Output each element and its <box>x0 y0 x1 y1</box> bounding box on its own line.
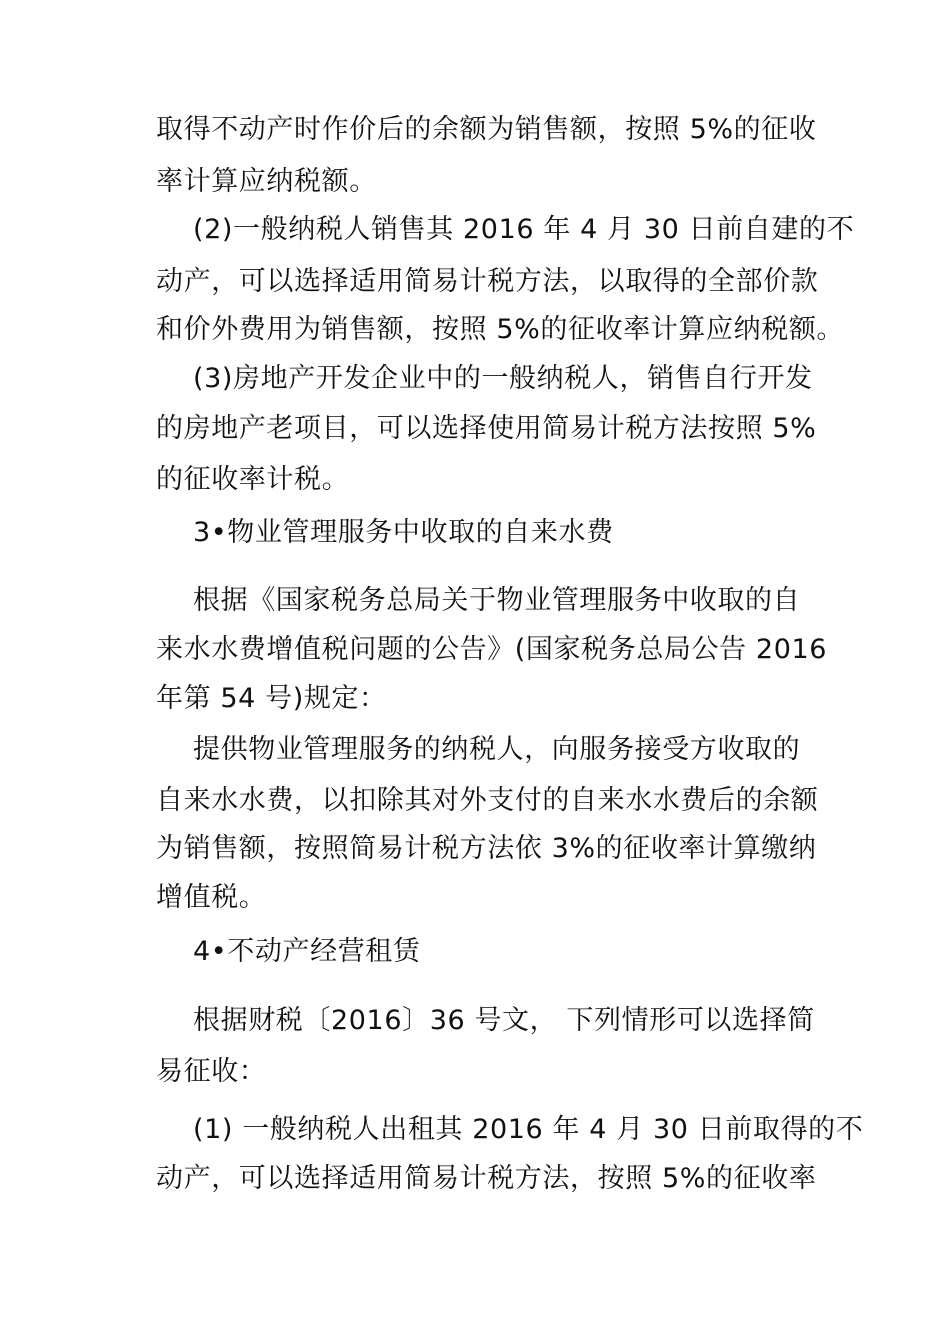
text-line: (2)一般纳税人销售其 2016 年 4 月 30 日前自建的不 <box>193 214 855 245</box>
text-line: 为销售额，按照简易计税方法依 3%的征收率计算缴纳 <box>156 833 817 864</box>
text-line: 根据《国家税务总局关于物业管理服务中收取的自 <box>193 585 801 616</box>
section-heading: 4•不动产经营租赁 <box>193 936 421 967</box>
text-line: 易征收： <box>156 1056 267 1087</box>
text-line: 自来水水费，以扣除其对外支付的自来水水费后的余额 <box>156 785 819 816</box>
text-line: 取得不动产时作价后的余额为销售额，按照 5%的征收 <box>156 114 817 145</box>
text-line: 年第 54 号)规定： <box>156 683 387 714</box>
text-line: 率计算应纳税额。 <box>156 166 377 197</box>
text-line: 的房地产老项目，可以选择使用简易计税方法按照 5% <box>156 413 817 444</box>
text-line: 的征收率计税。 <box>156 464 350 495</box>
text-line: 增值税。 <box>156 882 267 913</box>
text-line: 根据财税〔2016〕36 号文， 下列情形可以选择简 <box>193 1005 815 1036</box>
text-line: (3)房地产开发企业中的一般纳税人，销售自行开发 <box>193 363 813 394</box>
text-line: 提供物业管理服务的纳税人，向服务接受方收取的 <box>193 734 801 765</box>
text-line: 来水水费增值税问题的公告》(国家税务总局公告 2016 <box>156 634 828 665</box>
text-line: (1) 一般纳税人出租其 2016 年 4 月 30 日前取得的不 <box>193 1114 864 1145</box>
text-line: 动产，可以选择适用简易计税方法，按照 5%的征收率 <box>156 1163 817 1194</box>
section-heading: 3•物业管理服务中收取的自来水费 <box>193 517 614 548</box>
text-line: 和价外费用为销售额，按照 5%的征收率计算应纳税额。 <box>156 314 845 345</box>
text-line: 动产，可以选择适用简易计税方法，以取得的全部价款 <box>156 266 819 297</box>
